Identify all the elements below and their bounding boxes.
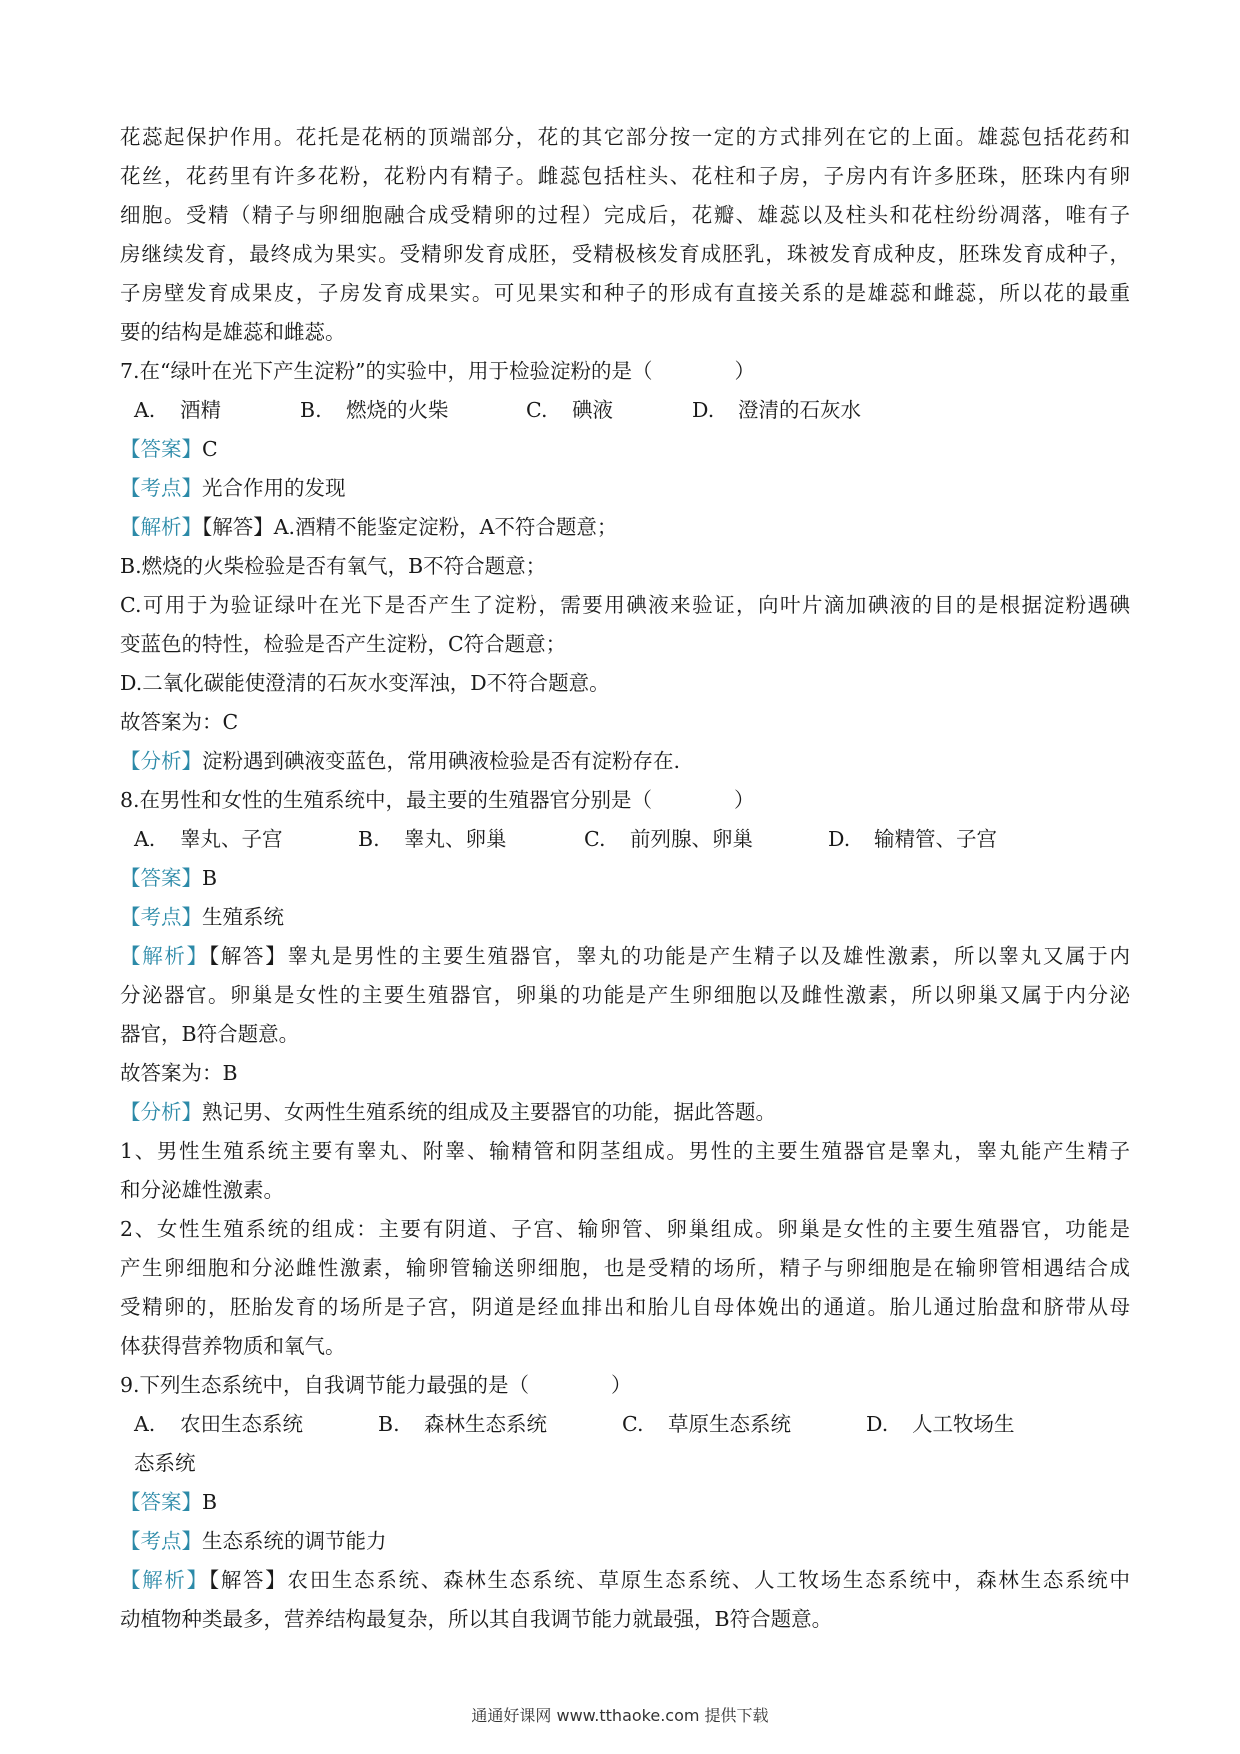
q8-option-d: D. 输精管、子宫 — [828, 827, 997, 851]
q9-explain-line: 动植物种类最多，营养结构最复杂，所以其自我调节能力就最强，B符合题意。 — [120, 1607, 833, 1631]
q9-options — [120, 1405, 1130, 1444]
q7-explain: 【解析】【解答】A.酒精不能鉴定淀粉，A不符合题意； — [120, 515, 618, 539]
q7-explain-line: C.可用于为验证绿叶在光下是否产生了淀粉，需要用碘液来验证，向叶片滴加碘液的目的是根据淀粉遇碘 — [120, 593, 1130, 617]
q8-analysis-line: 2、女性生殖系统的组成：主要有阴道、子宫、输卵管、卵巢组成。卵巢是女性的主要生殖器官，功能是 — [120, 1217, 1130, 1241]
q7-option-d: D. 澄清的石灰水 — [692, 398, 861, 422]
q7-explain-line: D.二氧化碳能使澄清的石灰水变浑浊，D不符合题意。 — [120, 671, 610, 695]
q9-answer: 【答案】B — [120, 1490, 218, 1514]
q8-explain-line: 器官，B符合题意。 — [120, 1022, 300, 1046]
q9-option-wrap: 态系统 — [134, 1451, 196, 1475]
q8-answer: 【答案】B — [120, 866, 218, 890]
intro-line: 细胞。受精（精子与卵细胞融合成受精卵的过程）完成后，花瓣、雄蕊以及柱头和花柱纷纷凋落，唯有子 — [120, 203, 1130, 227]
q7-explain-line: 故答案为：C — [120, 710, 239, 734]
q8-option-a: A. 睾丸、子宫 — [134, 827, 283, 851]
intro-line: 房继续发育，最终成为果实。受精卵发育成胚，受精极核发育成胚乳，珠被发育成种皮，胚珠发育成种子， — [120, 242, 1130, 266]
q8-analysis-line: 和分泌雄性激素。 — [120, 1178, 284, 1202]
page-footer: 通通好课网 www.tthaoke.com 提供下载 — [471, 1706, 769, 1725]
q7-options — [120, 391, 1130, 430]
intro-line: 花蕊起保护作用。花托是花柄的顶端部分，花的其它部分按一定的方式排列在它的上面。雄蕊包括花药和 — [120, 125, 1130, 149]
q9-option-c: C. 草原生态系统 — [622, 1412, 791, 1436]
q8-analysis-line: 产生卵细胞和分泌雌性激素，输卵管输送卵细胞，也是受精的场所，精子与卵细胞是在输卵管相遇结合成 — [120, 1256, 1130, 1280]
q8-option-c: C. 前列腺、卵巢 — [584, 827, 753, 851]
question-9: 9.下列生态系统中，自我调节能力最强的是（ ） — [120, 1373, 632, 1397]
q7-option-c: C. 碘液 — [526, 398, 613, 422]
question-8: 8.在男性和女性的生殖系统中，最主要的生殖器官分别是（ ） — [120, 788, 755, 812]
q7-explain-line: B.燃烧的火柴检验是否有氧气，B不符合题意； — [120, 554, 547, 578]
q9-point: 【考点】生态系统的调节能力 — [120, 1529, 387, 1553]
q7-analysis: 【分析】淀粉遇到碘液变蓝色，常用碘液检验是否有淀粉存在. — [120, 749, 681, 773]
q9-option-d: D. 人工牧场生 — [866, 1412, 1015, 1436]
q8-explain-line: 分泌器官。卵巢是女性的主要生殖器官，卵巢的功能是产生卵细胞以及雌性激素，所以卵巢又属于内分泌 — [120, 983, 1130, 1007]
q8-analysis-line: 1、男性生殖系统主要有睾丸、附睾、输精管和阴茎组成。男性的主要生殖器官是睾丸，睾丸能产生精子 — [120, 1139, 1130, 1163]
q9-option-b: B. 森林生态系统 — [378, 1412, 547, 1436]
q7-explain-line: 变蓝色的特性，检验是否产生淀粉，C符合题意； — [120, 632, 567, 656]
q7-option-a: A. 酒精 — [134, 398, 221, 422]
q8-analysis-line: 体获得营养物质和氧气。 — [120, 1334, 346, 1358]
intro-line: 花丝，花药里有许多花粉，花粉内有精子。雌蕊包括柱头、花柱和子房，子房内有许多胚珠，胚珠内有卵 — [120, 164, 1130, 188]
question-7: 7.在“绿叶在光下产生淀粉”的实验中，用于检验淀粉的是（ ） — [120, 359, 756, 383]
q7-option-b: B. 燃烧的火柴 — [300, 398, 449, 422]
q9-explain: 【解析】【解答】农田生态系统、森林生态系统、草原生态系统、人工牧场生态系统中，森林生态系统中 — [120, 1568, 1131, 1592]
q8-point: 【考点】生殖系统 — [120, 905, 284, 929]
q8-option-b: B. 睾丸、卵巢 — [358, 827, 507, 851]
q8-analysis-line: 受精卵的，胚胎发育的场所是子宫，阴道是经血排出和胎儿自母体娩出的通道。胎儿通过胎盘和脐带从母 — [120, 1295, 1130, 1319]
intro-line: 子房壁发育成果皮，子房发育成果实。可见果实和种子的形成有直接关系的是雄蕊和雌蕊，所以花的最重 — [120, 281, 1130, 305]
q9-option-a: A. 农田生态系统 — [134, 1412, 303, 1436]
q7-point: 【考点】光合作用的发现 — [120, 476, 346, 500]
q8-options — [120, 820, 1130, 859]
intro-line: 要的结构是雄蕊和雌蕊。 — [120, 320, 346, 344]
q8-analysis: 【分析】熟记男、女两性生殖系统的组成及主要器官的功能，据此答题。 — [120, 1100, 776, 1124]
q7-answer: 【答案】C — [120, 437, 218, 461]
document-body — [120, 118, 1130, 1639]
q8-explain-line: 故答案为：B — [120, 1061, 238, 1085]
q8-explain: 【解析】【解答】睾丸是男性的主要生殖器官，睾丸的功能是产生精子以及雄性激素，所以睾丸又属于内 — [120, 944, 1131, 968]
